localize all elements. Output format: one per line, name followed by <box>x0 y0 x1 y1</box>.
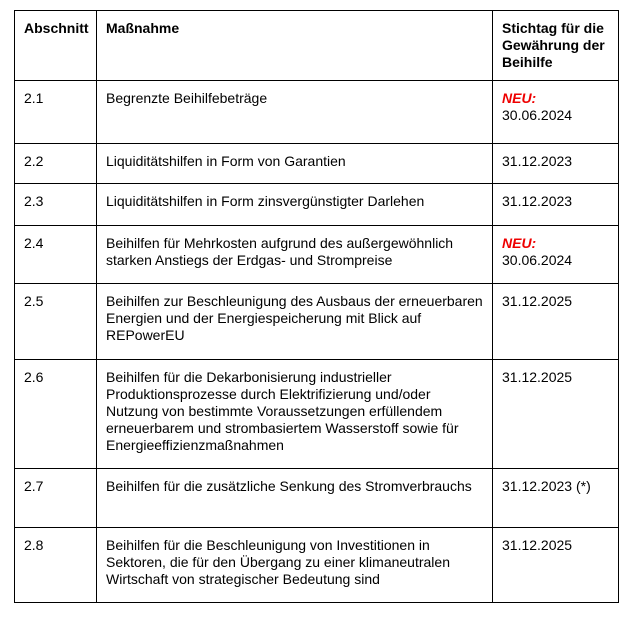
table-row <box>15 528 619 603</box>
cell-stichtag <box>493 360 619 469</box>
cell-abschnitt: 2.7 <box>15 469 97 528</box>
stichtag-date: 30.06.2024 <box>502 252 573 268</box>
cell-stichtag <box>493 144 619 184</box>
deadlines-table <box>14 10 619 603</box>
cell-massnahme: Beihilfen für die Beschleunigung von Investitionen in Sektoren, die für den Übergang zu einer klimaneutralen Wirtschaft von strategischer Bedeutung sind <box>97 528 493 603</box>
column-header-abschnitt: Abschnitt <box>15 11 97 81</box>
table-row <box>15 81 619 144</box>
cell-massnahme: Beihilfen für die zusätzliche Senkung des Stromverbrauchs <box>97 469 493 528</box>
cell-massnahme: Beihilfen zur Beschleunigung des Ausbaus der erneuerbaren Energien und der Energiespeicherung mit Blick auf REPowerEU <box>97 284 493 360</box>
cell-abschnitt: 2.1 <box>15 81 97 144</box>
cell-massnahme: Beihilfen für die Dekarbonisierung industrieller Produktionsprozesse durch Elektrifizierung und/oder Nutzung von bestimmte Voraussetzungen erfüllendem erneuerbarem und strombasiertem Wasserstoff sowie für Energieeffizienzmaßnahmen <box>97 360 493 469</box>
cell-massnahme: Liquiditätshilfen in Form zinsvergünstigter Darlehen <box>97 184 493 226</box>
table-row <box>15 226 619 284</box>
table-row <box>15 184 619 226</box>
table-row <box>15 284 619 360</box>
cell-stichtag <box>493 528 619 603</box>
neu-label: NEU: <box>502 90 537 106</box>
cell-massnahme: Beihilfen für Mehrkosten aufgrund des außergewöhnlich starken Anstiegs der Erdgas- und Strompreise <box>97 226 493 284</box>
cell-abschnitt: 2.3 <box>15 184 97 226</box>
stichtag-date: 30.06.2024 <box>502 107 573 123</box>
cell-abschnitt: 2.6 <box>15 360 97 469</box>
stichtag-date: 31.12.2023 <box>502 153 573 169</box>
cell-abschnitt: 2.4 <box>15 226 97 284</box>
table-row <box>15 360 619 469</box>
cell-massnahme: Liquiditätshilfen in Form von Garantien <box>97 144 493 184</box>
column-header-massnahme: Maßnahme <box>97 11 493 81</box>
stichtag-date: 31.12.2023 (*) <box>502 478 591 494</box>
cell-abschnitt: 2.8 <box>15 528 97 603</box>
stichtag-date: 31.12.2023 <box>502 193 573 209</box>
cell-massnahme: Begrenzte Beihilfebeträge <box>97 81 493 144</box>
stichtag-date: 31.12.2025 <box>502 369 573 385</box>
table-row <box>15 144 619 184</box>
cell-stichtag <box>493 226 619 284</box>
cell-abschnitt: 2.2 <box>15 144 97 184</box>
cell-stichtag <box>493 81 619 144</box>
header-row <box>15 11 619 81</box>
stichtag-date: 31.12.2025 <box>502 293 573 309</box>
cell-abschnitt: 2.5 <box>15 284 97 360</box>
table-row <box>15 469 619 528</box>
cell-stichtag <box>493 469 619 528</box>
neu-label: NEU: <box>502 235 537 251</box>
column-header-stichtag: Stichtag für die Gewährung der Beihilfe <box>493 11 619 81</box>
stichtag-date: 31.12.2025 <box>502 537 573 553</box>
cell-stichtag <box>493 184 619 226</box>
cell-stichtag <box>493 284 619 360</box>
